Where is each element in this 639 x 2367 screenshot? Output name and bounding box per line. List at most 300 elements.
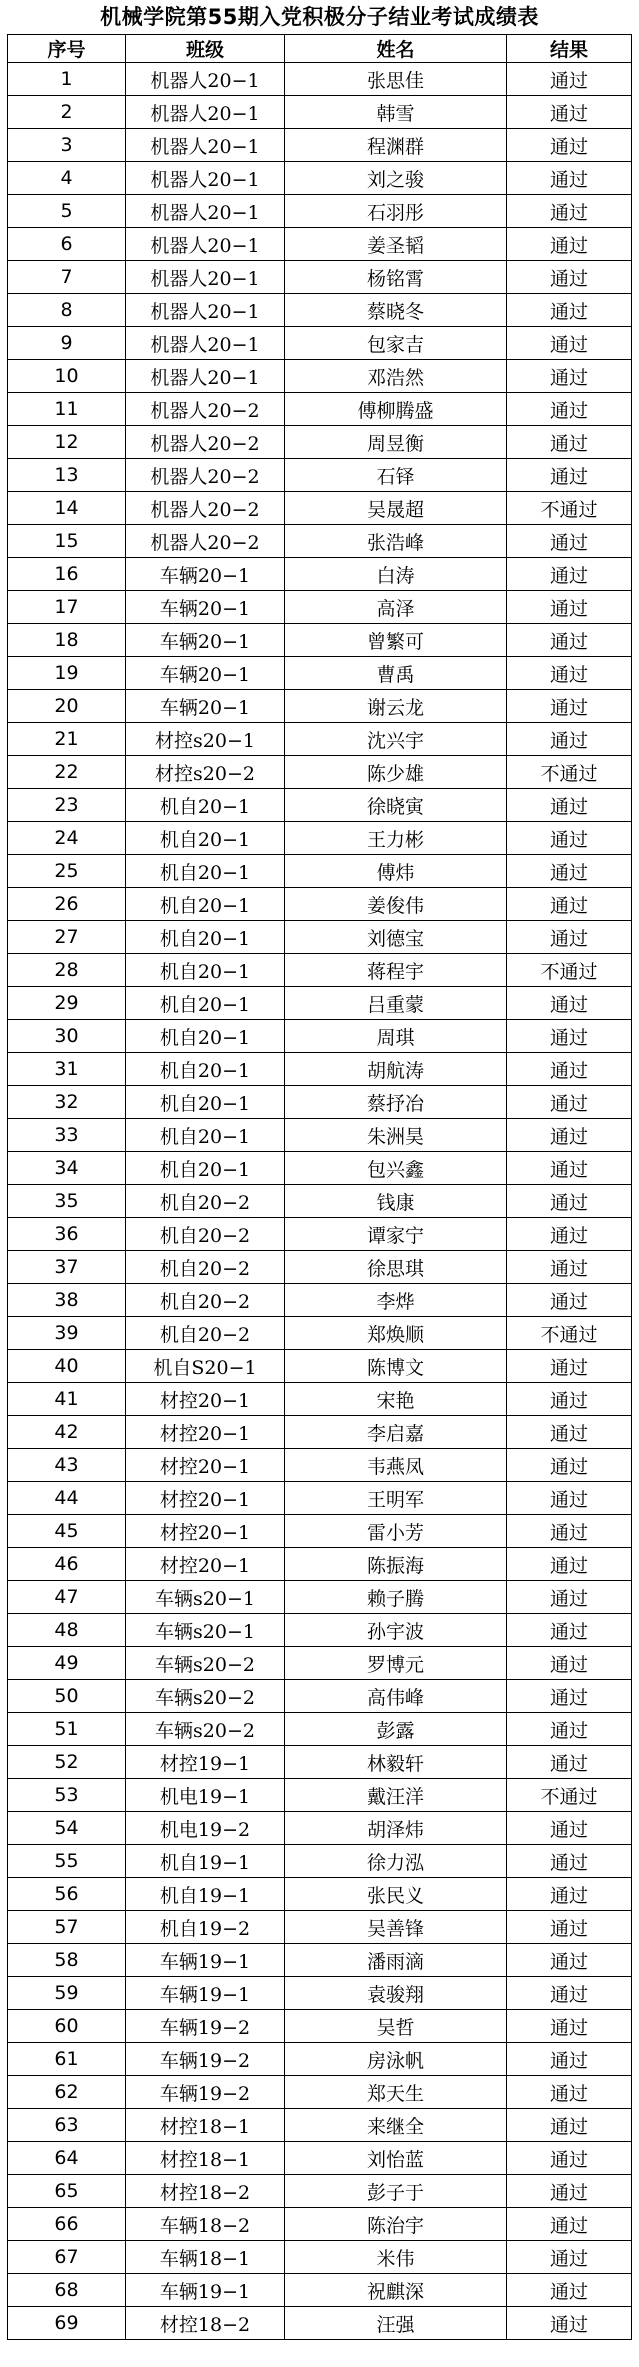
cell-result: 通过 [507, 1614, 632, 1647]
cell-result: 通过 [507, 723, 632, 756]
cell-class: 机自20−1 [126, 1119, 285, 1152]
cell-class: 机自19−1 [126, 1845, 285, 1878]
cell-name: 石羽彤 [285, 195, 507, 228]
cell-result: 通过 [507, 393, 632, 426]
cell-class: 车辆s20−1 [126, 1614, 285, 1647]
table-row [8, 1416, 632, 1449]
cell-index: 5 [8, 195, 126, 228]
table-row [8, 2208, 632, 2241]
cell-index: 38 [8, 1284, 126, 1317]
table-row [8, 2307, 632, 2340]
cell-result: 通过 [507, 2043, 632, 2076]
cell-class: 机自20−1 [126, 921, 285, 954]
cell-class: 车辆20−1 [126, 558, 285, 591]
table-row [8, 1977, 632, 2010]
table-row [8, 228, 632, 261]
cell-index: 51 [8, 1713, 126, 1746]
cell-index: 3 [8, 129, 126, 162]
table-row [8, 888, 632, 921]
cell-index: 31 [8, 1053, 126, 1086]
cell-class: 机器人20−2 [126, 426, 285, 459]
cell-class: 车辆19−1 [126, 1944, 285, 1977]
cell-result: 通过 [507, 1581, 632, 1614]
cell-index: 40 [8, 1350, 126, 1383]
cell-class: 机自20−1 [126, 822, 285, 855]
cell-result: 通过 [507, 987, 632, 1020]
cell-index: 42 [8, 1416, 126, 1449]
table-header [8, 35, 632, 63]
cell-name: 陈少雄 [285, 756, 507, 789]
cell-class: 机自20−2 [126, 1185, 285, 1218]
cell-index: 18 [8, 624, 126, 657]
cell-class: 机器人20−1 [126, 129, 285, 162]
cell-name: 刘怡蓝 [285, 2142, 507, 2175]
cell-index: 20 [8, 690, 126, 723]
cell-class: 机器人20−1 [126, 228, 285, 261]
cell-name: 李启嘉 [285, 1416, 507, 1449]
cell-name: 陈博文 [285, 1350, 507, 1383]
cell-index: 68 [8, 2274, 126, 2307]
cell-name: 汪强 [285, 2307, 507, 2340]
cell-name: 郑天生 [285, 2076, 507, 2109]
cell-result: 通过 [507, 327, 632, 360]
table-row [8, 591, 632, 624]
cell-result: 通过 [507, 63, 632, 96]
cell-index: 34 [8, 1152, 126, 1185]
cell-index: 50 [8, 1680, 126, 1713]
cell-class: 车辆18−1 [126, 2241, 285, 2274]
table-row [8, 1251, 632, 1284]
cell-class: 车辆20−1 [126, 591, 285, 624]
table-row [8, 393, 632, 426]
cell-name: 吕重蒙 [285, 987, 507, 1020]
cell-class: 车辆20−1 [126, 690, 285, 723]
cell-name: 朱洲昊 [285, 1119, 507, 1152]
table-row [8, 1053, 632, 1086]
table-row [8, 1152, 632, 1185]
cell-name: 姜俊伟 [285, 888, 507, 921]
cell-result: 通过 [507, 96, 632, 129]
cell-index: 69 [8, 2307, 126, 2340]
header-result: 结果 [507, 35, 632, 63]
table-row [8, 1812, 632, 1845]
cell-result: 通过 [507, 558, 632, 591]
cell-class: 机自20−2 [126, 1218, 285, 1251]
table-row [8, 1284, 632, 1317]
cell-result: 不通过 [507, 954, 632, 987]
table-row [8, 1845, 632, 1878]
cell-name: 蔡晓冬 [285, 294, 507, 327]
cell-index: 9 [8, 327, 126, 360]
table-row [8, 1515, 632, 1548]
cell-name: 高泽 [285, 591, 507, 624]
cell-result: 通过 [507, 2241, 632, 2274]
cell-name: 程渊群 [285, 129, 507, 162]
cell-class: 车辆19−1 [126, 1977, 285, 2010]
cell-class: 机器人20−1 [126, 360, 285, 393]
table-row [8, 525, 632, 558]
cell-name: 彭子于 [285, 2175, 507, 2208]
cell-result: 通过 [507, 2307, 632, 2340]
cell-index: 54 [8, 1812, 126, 1845]
table-row [8, 492, 632, 525]
cell-index: 23 [8, 789, 126, 822]
cell-result: 通过 [507, 1350, 632, 1383]
cell-result: 通过 [507, 1944, 632, 1977]
results-table [7, 34, 632, 2340]
cell-class: 机器人20−1 [126, 327, 285, 360]
cell-name: 谢云龙 [285, 690, 507, 723]
cell-class: 机器人20−2 [126, 492, 285, 525]
cell-result: 通过 [507, 459, 632, 492]
header-class: 班级 [126, 35, 285, 63]
cell-index: 58 [8, 1944, 126, 1977]
cell-class: 材控s20−2 [126, 756, 285, 789]
cell-class: 机自20−1 [126, 789, 285, 822]
cell-result: 通过 [507, 294, 632, 327]
cell-result: 通过 [507, 1878, 632, 1911]
cell-result: 通过 [507, 789, 632, 822]
cell-name: 刘德宝 [285, 921, 507, 954]
cell-index: 32 [8, 1086, 126, 1119]
cell-name: 戴汪洋 [285, 1779, 507, 1812]
cell-class: 材控18−2 [126, 2175, 285, 2208]
cell-class: 机自20−1 [126, 1053, 285, 1086]
cell-index: 10 [8, 360, 126, 393]
table-row [8, 2109, 632, 2142]
cell-name: 赖子腾 [285, 1581, 507, 1614]
cell-class: 机自20−1 [126, 987, 285, 1020]
cell-index: 22 [8, 756, 126, 789]
cell-name: 谭家宁 [285, 1218, 507, 1251]
table-row [8, 1548, 632, 1581]
table-row [8, 327, 632, 360]
cell-result: 通过 [507, 2208, 632, 2241]
table-body [8, 63, 632, 2340]
table-row [8, 1449, 632, 1482]
cell-result: 通过 [507, 657, 632, 690]
cell-class: 机器人20−2 [126, 525, 285, 558]
table-row [8, 1680, 632, 1713]
cell-result: 不通过 [507, 492, 632, 525]
cell-index: 39 [8, 1317, 126, 1350]
cell-result: 通过 [507, 195, 632, 228]
cell-index: 61 [8, 2043, 126, 2076]
cell-name: 蔡抒冶 [285, 1086, 507, 1119]
cell-class: 材控s20−1 [126, 723, 285, 756]
table-row [8, 1944, 632, 1977]
cell-result: 通过 [507, 1647, 632, 1680]
cell-result: 通过 [507, 1284, 632, 1317]
cell-class: 机器人20−1 [126, 294, 285, 327]
cell-result: 通过 [507, 1680, 632, 1713]
cell-result: 通过 [507, 888, 632, 921]
cell-index: 45 [8, 1515, 126, 1548]
table-row [8, 822, 632, 855]
cell-index: 29 [8, 987, 126, 1020]
table-row [8, 789, 632, 822]
cell-index: 35 [8, 1185, 126, 1218]
cell-name: 包家吉 [285, 327, 507, 360]
cell-result: 通过 [507, 1746, 632, 1779]
cell-class: 车辆s20−2 [126, 1680, 285, 1713]
cell-result: 通过 [507, 624, 632, 657]
cell-result: 通过 [507, 1383, 632, 1416]
table-row [8, 195, 632, 228]
cell-result: 通过 [507, 1119, 632, 1152]
table-row [8, 1779, 632, 1812]
cell-name: 徐思琪 [285, 1251, 507, 1284]
cell-result: 通过 [507, 1416, 632, 1449]
table-row [8, 690, 632, 723]
cell-class: 材控20−1 [126, 1515, 285, 1548]
cell-name: 杨铭霄 [285, 261, 507, 294]
cell-result: 通过 [507, 1053, 632, 1086]
cell-result: 通过 [507, 1185, 632, 1218]
cell-index: 21 [8, 723, 126, 756]
cell-name: 王力彬 [285, 822, 507, 855]
cell-result: 通过 [507, 2142, 632, 2175]
cell-class: 机自19−1 [126, 1878, 285, 1911]
table-row [8, 657, 632, 690]
cell-name: 吴哲 [285, 2010, 507, 2043]
cell-name: 陈治宇 [285, 2208, 507, 2241]
table-row [8, 2241, 632, 2274]
cell-index: 49 [8, 1647, 126, 1680]
cell-index: 16 [8, 558, 126, 591]
cell-index: 25 [8, 855, 126, 888]
cell-result: 通过 [507, 2274, 632, 2307]
cell-index: 17 [8, 591, 126, 624]
cell-name: 胡航涛 [285, 1053, 507, 1086]
table-row [8, 624, 632, 657]
cell-name: 吴善锋 [285, 1911, 507, 1944]
table-row [8, 63, 632, 96]
table-row [8, 2043, 632, 2076]
cell-index: 46 [8, 1548, 126, 1581]
cell-class: 车辆19−2 [126, 2076, 285, 2109]
cell-name: 来继全 [285, 2109, 507, 2142]
cell-index: 57 [8, 1911, 126, 1944]
table-row [8, 162, 632, 195]
cell-class: 机电19−2 [126, 1812, 285, 1845]
cell-index: 4 [8, 162, 126, 195]
cell-index: 14 [8, 492, 126, 525]
table-row [8, 261, 632, 294]
cell-class: 车辆s20−1 [126, 1581, 285, 1614]
cell-result: 通过 [507, 1812, 632, 1845]
header-row [8, 35, 632, 63]
table-row [8, 459, 632, 492]
table-row [8, 756, 632, 789]
cell-class: 机自20−2 [126, 1251, 285, 1284]
cell-name: 祝麒深 [285, 2274, 507, 2307]
cell-name: 张思佳 [285, 63, 507, 96]
table-row [8, 1647, 632, 1680]
cell-class: 机自20−1 [126, 888, 285, 921]
header-index: 序号 [8, 35, 126, 63]
cell-name: 罗博元 [285, 1647, 507, 1680]
cell-name: 李烨 [285, 1284, 507, 1317]
table-row [8, 2274, 632, 2307]
cell-index: 1 [8, 63, 126, 96]
table-row [8, 1713, 632, 1746]
table-row [8, 96, 632, 129]
table-row [8, 1119, 632, 1152]
table-row [8, 129, 632, 162]
cell-class: 机自20−2 [126, 1284, 285, 1317]
cell-index: 60 [8, 2010, 126, 2043]
cell-class: 机电19−1 [126, 1779, 285, 1812]
cell-name: 徐晓寅 [285, 789, 507, 822]
table-row [8, 1878, 632, 1911]
cell-index: 52 [8, 1746, 126, 1779]
cell-class: 机器人20−1 [126, 63, 285, 96]
cell-class: 材控18−1 [126, 2109, 285, 2142]
cell-result: 通过 [507, 1548, 632, 1581]
cell-result: 通过 [507, 1251, 632, 1284]
cell-index: 26 [8, 888, 126, 921]
cell-name: 周昱衡 [285, 426, 507, 459]
cell-result: 通过 [507, 2175, 632, 2208]
cell-index: 66 [8, 2208, 126, 2241]
table-row [8, 2175, 632, 2208]
table-row [8, 1350, 632, 1383]
table-row [8, 723, 632, 756]
cell-name: 张浩峰 [285, 525, 507, 558]
cell-index: 37 [8, 1251, 126, 1284]
cell-class: 机器人20−1 [126, 162, 285, 195]
cell-index: 48 [8, 1614, 126, 1647]
cell-class: 车辆19−2 [126, 2010, 285, 2043]
cell-class: 机自20−1 [126, 954, 285, 987]
cell-name: 蒋程宇 [285, 954, 507, 987]
table-row [8, 954, 632, 987]
cell-result: 通过 [507, 426, 632, 459]
cell-result: 通过 [507, 162, 632, 195]
cell-name: 白涛 [285, 558, 507, 591]
cell-class: 机器人20−1 [126, 261, 285, 294]
cell-class: 机自S20−1 [126, 1350, 285, 1383]
cell-class: 材控20−1 [126, 1383, 285, 1416]
cell-result: 通过 [507, 261, 632, 294]
table-row [8, 426, 632, 459]
cell-class: 机自20−1 [126, 1152, 285, 1185]
cell-result: 通过 [507, 591, 632, 624]
cell-name: 张民义 [285, 1878, 507, 1911]
table-row [8, 1383, 632, 1416]
table-row [8, 1581, 632, 1614]
cell-name: 石铎 [285, 459, 507, 492]
cell-result: 通过 [507, 129, 632, 162]
cell-index: 59 [8, 1977, 126, 2010]
cell-index: 53 [8, 1779, 126, 1812]
cell-name: 陈振海 [285, 1548, 507, 1581]
cell-result: 通过 [507, 1482, 632, 1515]
cell-class: 车辆18−2 [126, 2208, 285, 2241]
cell-class: 材控20−1 [126, 1482, 285, 1515]
cell-name: 刘之骏 [285, 162, 507, 195]
cell-index: 27 [8, 921, 126, 954]
cell-class: 机器人20−1 [126, 96, 285, 129]
cell-index: 44 [8, 1482, 126, 1515]
cell-result: 通过 [507, 855, 632, 888]
cell-index: 30 [8, 1020, 126, 1053]
table-row [8, 1911, 632, 1944]
table-row [8, 2010, 632, 2043]
table-title: 机械学院第55期入党积极分子结业考试成绩表 [100, 5, 539, 29]
cell-result: 通过 [507, 1515, 632, 1548]
cell-name: 郑焕顺 [285, 1317, 507, 1350]
cell-result: 通过 [507, 360, 632, 393]
cell-class: 车辆20−1 [126, 624, 285, 657]
cell-name: 邓浩然 [285, 360, 507, 393]
cell-name: 包兴鑫 [285, 1152, 507, 1185]
cell-result: 通过 [507, 2109, 632, 2142]
cell-name: 林毅轩 [285, 1746, 507, 1779]
cell-name: 王明军 [285, 1482, 507, 1515]
cell-name: 韩雪 [285, 96, 507, 129]
cell-class: 材控19−1 [126, 1746, 285, 1779]
header-name: 姓名 [285, 35, 507, 63]
cell-result: 通过 [507, 1086, 632, 1119]
cell-index: 19 [8, 657, 126, 690]
cell-index: 2 [8, 96, 126, 129]
cell-class: 材控20−1 [126, 1449, 285, 1482]
cell-class: 材控18−2 [126, 2307, 285, 2340]
cell-class: 材控20−1 [126, 1548, 285, 1581]
table-row [8, 1185, 632, 1218]
table-row [8, 1020, 632, 1053]
cell-name: 曾繁可 [285, 624, 507, 657]
cell-class: 机器人20−1 [126, 195, 285, 228]
cell-class: 车辆s20−2 [126, 1713, 285, 1746]
cell-result: 通过 [507, 1449, 632, 1482]
cell-class: 机自20−1 [126, 1020, 285, 1053]
cell-result: 通过 [507, 1020, 632, 1053]
cell-result: 不通过 [507, 1317, 632, 1350]
table-row [8, 2076, 632, 2109]
cell-index: 6 [8, 228, 126, 261]
table-row [8, 855, 632, 888]
cell-index: 28 [8, 954, 126, 987]
cell-name: 周琪 [285, 1020, 507, 1053]
cell-class: 材控18−1 [126, 2142, 285, 2175]
cell-index: 47 [8, 1581, 126, 1614]
table-row [8, 360, 632, 393]
table-row [8, 1218, 632, 1251]
cell-name: 韦燕凤 [285, 1449, 507, 1482]
cell-index: 63 [8, 2109, 126, 2142]
cell-index: 11 [8, 393, 126, 426]
cell-result: 不通过 [507, 756, 632, 789]
cell-index: 36 [8, 1218, 126, 1251]
cell-index: 55 [8, 1845, 126, 1878]
cell-result: 通过 [507, 690, 632, 723]
cell-class: 机自20−1 [126, 1086, 285, 1119]
cell-name: 彭露 [285, 1713, 507, 1746]
cell-result: 通过 [507, 1713, 632, 1746]
cell-name: 曹禹 [285, 657, 507, 690]
table-row [8, 294, 632, 327]
cell-result: 通过 [507, 1845, 632, 1878]
cell-class: 机自20−2 [126, 1317, 285, 1350]
cell-name: 高伟峰 [285, 1680, 507, 1713]
cell-class: 车辆19−2 [126, 2043, 285, 2076]
cell-class: 机器人20−2 [126, 393, 285, 426]
cell-index: 64 [8, 2142, 126, 2175]
cell-class: 机自20−1 [126, 855, 285, 888]
